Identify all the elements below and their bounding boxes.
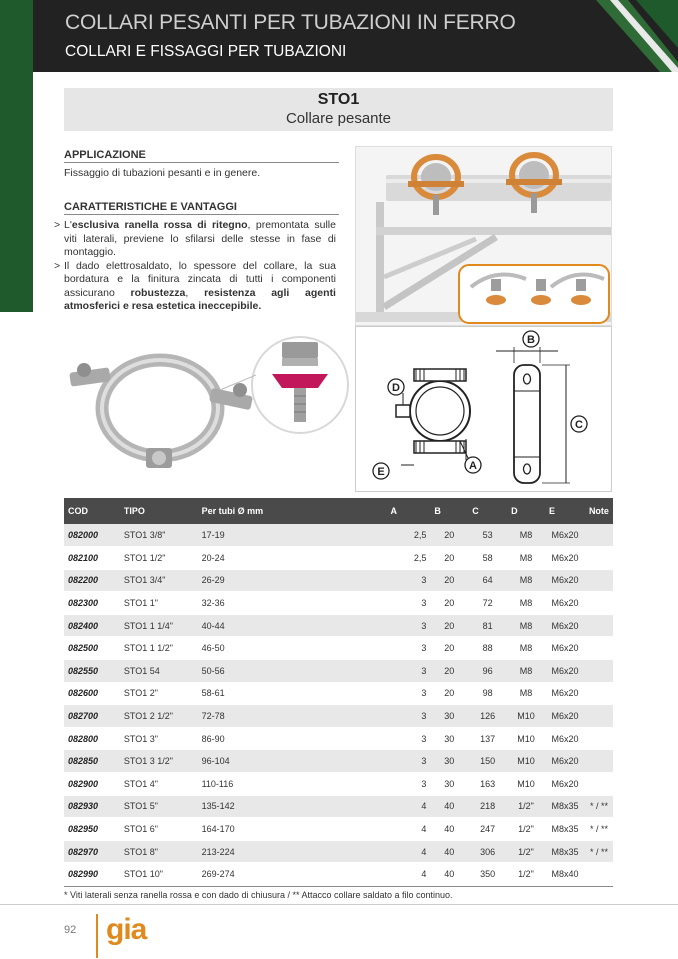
cell-c: 58 — [468, 547, 507, 570]
cell-c: 88 — [468, 637, 507, 660]
cell-b: 30 — [430, 727, 468, 750]
cell-e: M6x20 — [545, 773, 585, 796]
cell-per-tubi: 72-78 — [198, 705, 387, 728]
svg-text:E: E — [377, 466, 385, 478]
svg-text:B: B — [527, 334, 535, 346]
cell-c: 98 — [468, 682, 507, 705]
col-d: D — [507, 498, 545, 524]
product-code: STO1 — [317, 91, 360, 108]
cell-tipo: STO1 3" — [120, 727, 198, 750]
cell-cod: 082200 — [64, 569, 120, 592]
table-footnote-divider — [64, 886, 613, 887]
col-per-tubi: Per tubi Ø mm — [198, 498, 387, 524]
cell-e: M6x20 — [545, 569, 585, 592]
cell-tipo: STO1 54 — [120, 660, 198, 683]
table-row — [64, 637, 613, 660]
cell-cod: 082900 — [64, 773, 120, 796]
cell-per-tubi: 20-24 — [198, 547, 387, 570]
cell-b: 20 — [430, 524, 468, 547]
table-header-row — [64, 498, 613, 524]
col-cod: COD — [64, 498, 120, 524]
cell-tipo: STO1 6" — [120, 818, 198, 841]
cell-note — [585, 863, 613, 886]
col-c: C — [468, 498, 507, 524]
cell-e: M6x20 — [545, 524, 585, 547]
svg-text:D: D — [392, 382, 400, 394]
cell-e: M6x20 — [545, 592, 585, 615]
cell-note — [585, 614, 613, 637]
cell-b: 40 — [430, 840, 468, 863]
cell-note — [585, 569, 613, 592]
cell-tipo: STO1 5" — [120, 795, 198, 818]
cell-cod: 082300 — [64, 592, 120, 615]
col-b: B — [430, 498, 468, 524]
cell-note — [585, 637, 613, 660]
cell-per-tubi: 269-274 — [198, 863, 387, 886]
cell-d: M8 — [507, 524, 545, 547]
cell-note — [585, 547, 613, 570]
cell-tipo: STO1 1 1/4" — [120, 614, 198, 637]
cell-d: M8 — [507, 569, 545, 592]
table-row — [64, 682, 613, 705]
cell-c: 64 — [468, 569, 507, 592]
cell-d: M8 — [507, 682, 545, 705]
cell-tipo: STO1 3/4" — [120, 569, 198, 592]
cell-tipo: STO1 1/2" — [120, 547, 198, 570]
cell-cod: 082000 — [64, 524, 120, 547]
col-a: A — [386, 498, 430, 524]
cell-e: M8x35 — [545, 840, 585, 863]
cell-c: 247 — [468, 818, 507, 841]
technical-drawing — [355, 326, 612, 492]
table-row — [64, 592, 613, 615]
cell-cod: 082550 — [64, 660, 120, 683]
cell-e: M6x20 — [545, 547, 585, 570]
cell-d: M8 — [507, 660, 545, 683]
table-row — [64, 773, 613, 796]
table-row — [64, 863, 613, 886]
cell-a: 2,5 — [386, 547, 430, 570]
cell-d: 1/2" — [507, 795, 545, 818]
cell-tipo: STO1 1 1/2" — [120, 637, 198, 660]
product-table — [64, 498, 613, 886]
cell-a: 2,5 — [386, 524, 430, 547]
cell-tipo: STO1 3 1/2" — [120, 750, 198, 773]
cell-tipo: STO1 3/8" — [120, 524, 198, 547]
cell-cod: 082800 — [64, 727, 120, 750]
cell-c: 81 — [468, 614, 507, 637]
cell-d: M8 — [507, 637, 545, 660]
cell-tipo: STO1 10" — [120, 863, 198, 886]
cell-cod: 082500 — [64, 637, 120, 660]
logo-divider — [96, 914, 98, 958]
cell-e: M6x20 — [545, 637, 585, 660]
table-row — [64, 547, 613, 570]
cell-b: 20 — [430, 592, 468, 615]
cell-per-tubi: 110-116 — [198, 773, 387, 796]
cell-a: 3 — [386, 705, 430, 728]
cell-a: 3 — [386, 750, 430, 773]
cell-tipo: STO1 2" — [120, 682, 198, 705]
header-title: COLLARI PESANTI PER TUBAZIONI IN FERRO — [65, 11, 516, 34]
cell-e: M6x20 — [545, 660, 585, 683]
cell-per-tubi: 32-36 — [198, 592, 387, 615]
cell-b: 30 — [430, 750, 468, 773]
cell-note — [585, 773, 613, 796]
list-item — [54, 219, 336, 260]
cell-tipo: STO1 4" — [120, 773, 198, 796]
table-row — [64, 840, 613, 863]
list-item — [54, 260, 336, 314]
cell-e: M6x20 — [545, 705, 585, 728]
cell-note — [585, 727, 613, 750]
cell-b: 40 — [430, 863, 468, 886]
cell-note — [585, 524, 613, 547]
cell-note — [585, 660, 613, 683]
cell-c: 96 — [468, 660, 507, 683]
header-subtitle: COLLARI E FISSAGGI PER TUBAZIONI — [65, 43, 347, 60]
cell-b: 20 — [430, 682, 468, 705]
cell-cod: 082100 — [64, 547, 120, 570]
table-row — [64, 818, 613, 841]
cell-per-tubi: 164-170 — [198, 818, 387, 841]
cell-c: 150 — [468, 750, 507, 773]
cell-per-tubi: 86-90 — [198, 727, 387, 750]
cell-tipo: STO1 8" — [120, 840, 198, 863]
cell-d: M10 — [507, 750, 545, 773]
product-photo — [60, 330, 350, 488]
cell-tipo: STO1 2 1/2" — [120, 705, 198, 728]
cell-c: 163 — [468, 773, 507, 796]
table-row — [64, 524, 613, 547]
table-row — [64, 660, 613, 683]
cell-note: * / ** — [585, 818, 613, 841]
cell-b: 40 — [430, 795, 468, 818]
cell-b: 20 — [430, 569, 468, 592]
cell-d: 1/2" — [507, 840, 545, 863]
side-accent-bar — [0, 0, 33, 312]
cell-c: 306 — [468, 840, 507, 863]
page-header — [0, 0, 678, 72]
cell-c: 126 — [468, 705, 507, 728]
cell-a: 3 — [386, 773, 430, 796]
col-note: Note — [585, 498, 613, 524]
cell-d: M10 — [507, 727, 545, 750]
applicazione-heading: APPLICAZIONE — [64, 149, 339, 163]
cell-per-tubi: 58-61 — [198, 682, 387, 705]
feature-text: Il dado elettrosaldato, lo spessore del collare, la sua bordatura e la finitura zincata di tutti i componenti assicurano robustezza, resistenza agli agenti atmosferici e resa estetica ineccepibile. — [64, 259, 336, 312]
cell-cod: 082700 — [64, 705, 120, 728]
col-tipo: TIPO — [120, 498, 198, 524]
cell-a: 3 — [386, 682, 430, 705]
cell-d: M10 — [507, 773, 545, 796]
cell-a: 3 — [386, 660, 430, 683]
installation-photo — [355, 146, 612, 326]
cell-e: M8x40 — [545, 863, 585, 886]
page-number: 92 — [64, 924, 77, 936]
cell-a: 3 — [386, 637, 430, 660]
bullet-marker: > — [54, 219, 61, 231]
feature-text: L'esclusiva ranella rossa di ritegno, premontata sulle viti laterali, previene lo sfilarsi delle stesse in fase di montaggio. — [64, 219, 336, 258]
cell-b: 20 — [430, 614, 468, 637]
cell-cod: 082990 — [64, 863, 120, 886]
cell-cod: 082400 — [64, 614, 120, 637]
svg-text:A: A — [469, 460, 477, 472]
table-row — [64, 795, 613, 818]
caratteristiche-heading: CARATTERISTICHE E VANTAGGI — [64, 201, 339, 215]
cell-note: * / ** — [585, 795, 613, 818]
cell-a: 4 — [386, 840, 430, 863]
cell-a: 3 — [386, 727, 430, 750]
table-row — [64, 750, 613, 773]
cell-b: 20 — [430, 637, 468, 660]
cell-e: M6x20 — [545, 682, 585, 705]
cell-b: 20 — [430, 660, 468, 683]
cell-c: 137 — [468, 727, 507, 750]
cell-d: M10 — [507, 705, 545, 728]
table-row — [64, 727, 613, 750]
cell-a: 4 — [386, 795, 430, 818]
cell-tipo: STO1 1" — [120, 592, 198, 615]
cell-per-tubi: 17-19 — [198, 524, 387, 547]
cell-a: 4 — [386, 863, 430, 886]
cell-cod: 082950 — [64, 818, 120, 841]
table-footnote: * Viti laterali senza ranella rossa e con dado di chiusura / ** Attacco collare saldato a filo continuo. — [64, 890, 453, 900]
table-row — [64, 569, 613, 592]
cell-cod: 082970 — [64, 840, 120, 863]
table-row — [64, 614, 613, 637]
caratteristiche-list — [54, 219, 336, 314]
cell-b: 40 — [430, 818, 468, 841]
cell-d: M8 — [507, 614, 545, 637]
footer-divider — [0, 904, 678, 905]
svg-text:C: C — [575, 419, 583, 431]
cell-e: M8x35 — [545, 795, 585, 818]
cell-cod: 082600 — [64, 682, 120, 705]
cell-note — [585, 750, 613, 773]
cell-c: 350 — [468, 863, 507, 886]
cell-per-tubi: 135-142 — [198, 795, 387, 818]
cell-per-tubi: 213-224 — [198, 840, 387, 863]
cell-d: 1/2" — [507, 818, 545, 841]
cell-cod: 082930 — [64, 795, 120, 818]
cell-d: M8 — [507, 592, 545, 615]
cell-a: 3 — [386, 614, 430, 637]
cell-note — [585, 682, 613, 705]
cell-a: 4 — [386, 818, 430, 841]
cell-per-tubi: 50-56 — [198, 660, 387, 683]
cell-note — [585, 592, 613, 615]
col-e: E — [545, 498, 585, 524]
cell-note: * / ** — [585, 840, 613, 863]
cell-e: M6x20 — [545, 727, 585, 750]
cell-c: 218 — [468, 795, 507, 818]
cell-e: M8x35 — [545, 818, 585, 841]
cell-b: 30 — [430, 705, 468, 728]
brand-logo: gia — [106, 913, 147, 946]
cell-per-tubi: 46-50 — [198, 637, 387, 660]
cell-cod: 082850 — [64, 750, 120, 773]
cell-b: 30 — [430, 773, 468, 796]
cell-note — [585, 705, 613, 728]
bullet-marker: > — [54, 259, 61, 272]
product-name: Collare pesante — [285, 110, 392, 127]
cell-c: 53 — [468, 524, 507, 547]
cell-e: M6x20 — [545, 750, 585, 773]
cell-e: M6x20 — [545, 614, 585, 637]
cell-c: 72 — [468, 592, 507, 615]
cell-b: 20 — [430, 547, 468, 570]
cell-d: 1/2" — [507, 863, 545, 886]
cell-per-tubi: 40-44 — [198, 614, 387, 637]
cell-per-tubi: 96-104 — [198, 750, 387, 773]
product-title-bar — [64, 88, 613, 131]
cell-a: 3 — [386, 569, 430, 592]
cell-d: M8 — [507, 547, 545, 570]
cell-per-tubi: 26-29 — [198, 569, 387, 592]
applicazione-text: Fissaggio di tubazioni pesanti e in genere. — [64, 167, 261, 179]
table-row — [64, 705, 613, 728]
cell-a: 3 — [386, 592, 430, 615]
